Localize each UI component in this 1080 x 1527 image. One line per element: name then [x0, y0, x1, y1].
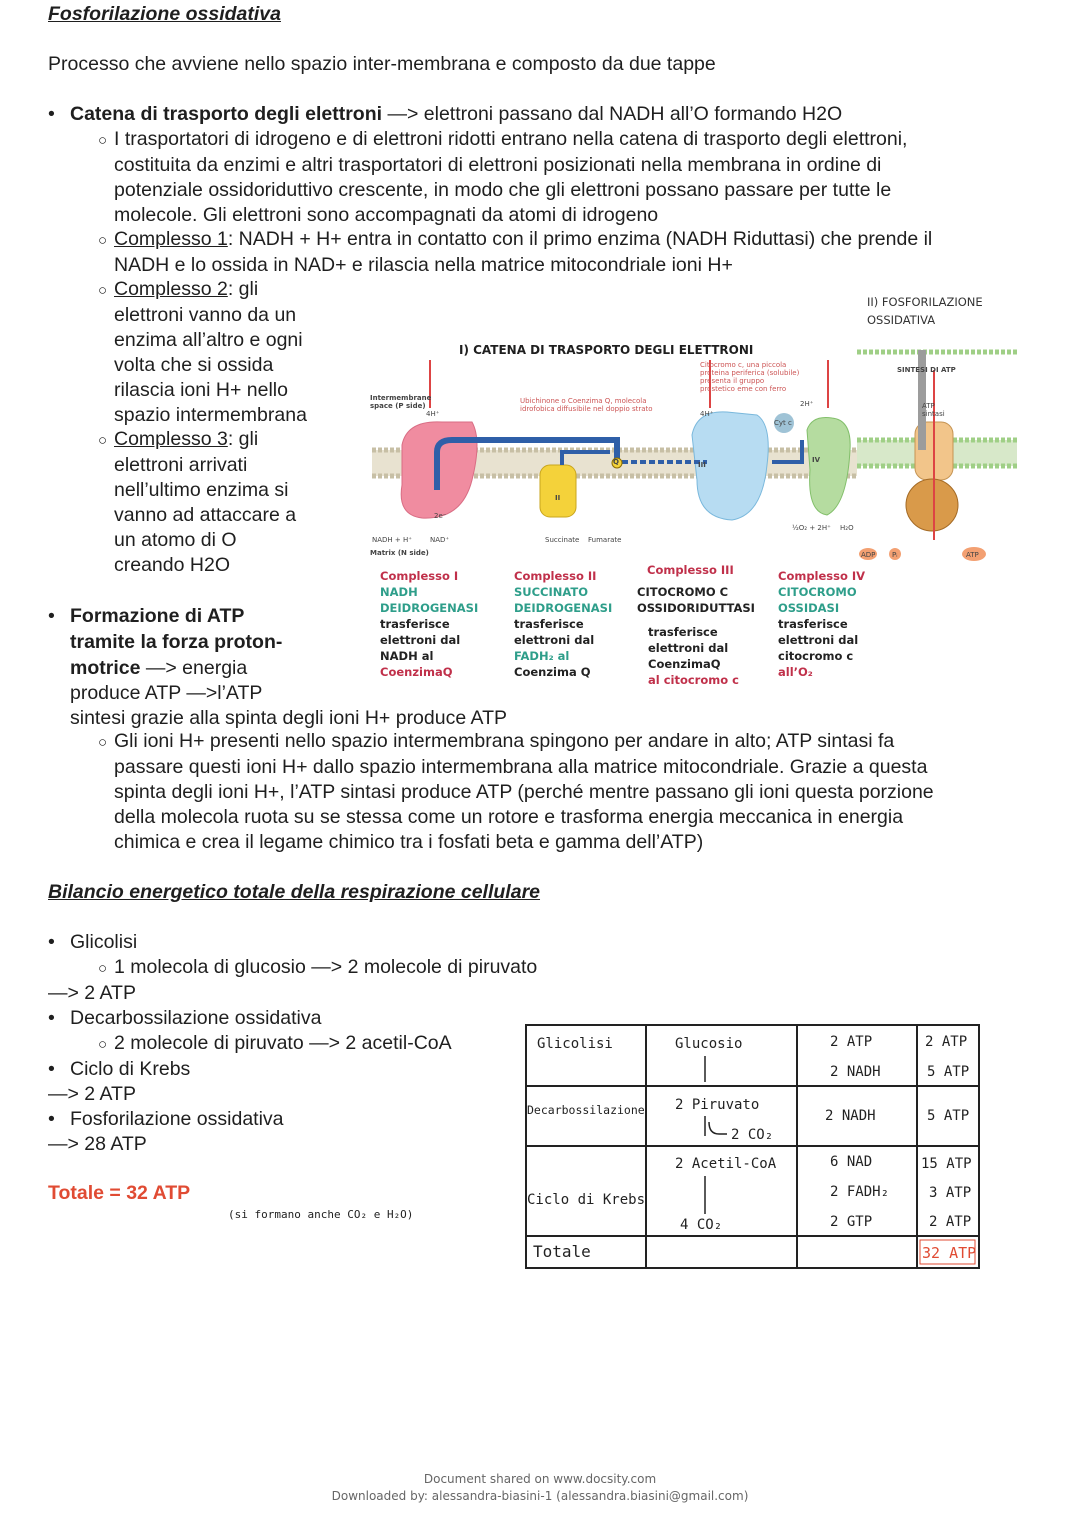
table-phase-krebs: Ciclo di Krebs [527, 1192, 646, 1208]
atp-synthase-head [906, 479, 958, 531]
table-product-2fadh2: 2 FADH₂ [830, 1184, 890, 1200]
sub-atp-sintasi: ○ Gli ioni H+ presenti nello spazio intermembrana spingono per andare in alto; ATP sintasi fa passare questi ioni H+ dallo spazio intermembrana alla matrice mitocondriale. Grazie a questa spinta degli ioni H+, l’ATP sintasi produce ATP (perché mentre passano gli ioni questa porzione della molecola ruota su se stessa come un rotore e trasforma energia meccanica in energia chimica e crea il legame chimico tra i fosfati beta e gamma dell’ATP) [98, 730, 934, 853]
caption-complex-2: Complesso II SUCCINATO DEIDROGENASI trasferisce elettroni dal FADH₂ al Coenzima Q [514, 569, 613, 679]
table-phase-glicolisi: Glicolisi [537, 1036, 613, 1052]
bullet-formazione-atp: • Formazione di ATP tramite la forza proton- motrice —> energia produce ATP —>l’ATP sintesi grazie alla spinta degli ioni H+ produce ATP [48, 605, 508, 729]
table-product-2nadh: 2 NADH [830, 1064, 881, 1080]
sub-complesso-1: ○ Complesso 1: NADH + H+ entra in contatto con il primo enzima (NADH Riduttasi) che prende il NADH e lo ossida in NAD+ e rilascia nella matrice mitocondriale ioni H+ [98, 228, 933, 276]
sub-complesso-3: ○ Complesso 3: gli elettroni arrivati nell’ultimo enzima si vanno ad attaccare a un atomo di O creando H2O [98, 428, 297, 576]
h4b-label: 4H⁺ [700, 410, 714, 418]
table-atp-krebs-2: 3 ATP [929, 1185, 972, 1201]
total-note: (si formano anche CO₂ e H₂O) [228, 1208, 414, 1221]
roman-iv: IV [812, 456, 821, 464]
caption-complex-1: Complesso I NADH DEIDROGENASI trasferisce elettroni dal NADH al CoenzimaQ [380, 569, 479, 679]
table-atp-decarb: 5 ATP [927, 1108, 970, 1124]
table-atp-glicolisi-2: 5 ATP [927, 1064, 970, 1080]
atp-sintasi-label: ATP sintasi [922, 402, 945, 418]
figure-title-2b: OSSIDATIVA [867, 313, 936, 327]
section-title-fosforilazione: Fosforilazione ossidativa [48, 3, 281, 25]
table-product-decarb-nadh: 2 NADH [825, 1108, 876, 1124]
atp-label: ATP [966, 551, 979, 559]
table-co2-a: 2 CO₂ [731, 1127, 774, 1143]
membrane-diagram [362, 290, 1022, 570]
sub-complesso-2: ○ Complesso 2: gli elettroni vanno da un enzima all’altro e ogni volta che si ossida rilascia ioni H+ nello spazio intermembrana [98, 278, 307, 426]
figure-title-2a: II) FOSFORILAZIONE [867, 295, 983, 309]
pi-label: Pᵢ [892, 551, 898, 559]
table-molecule-glucosio: Glucosio [675, 1036, 743, 1052]
h4a-label: 4H⁺ [426, 410, 440, 418]
energy-table [525, 1024, 980, 1269]
table-molecule-piruvato: 2 Piruvato [675, 1097, 760, 1113]
table-product-2atp: 2 ATP [830, 1034, 873, 1050]
table-product-6nad: 6 NAD [830, 1154, 873, 1170]
complex-2-shape [540, 465, 576, 517]
ubi-note: Ubichinone o Coenzima Q, molecola idrofobica diffusibile nel doppio strato [520, 397, 653, 413]
fumarate-label: Fumarate [588, 536, 622, 544]
h2o-label: H₂O [840, 524, 854, 532]
complex-4-shape [807, 418, 850, 516]
atp-synthase-stalk [918, 350, 926, 450]
succinate-label: Succinate [545, 536, 580, 544]
matrix-label: Matrix (N side) [370, 549, 429, 557]
table-product-2gtp: 2 GTP [830, 1214, 873, 1230]
table-atp-krebs-3: 2 ATP [929, 1214, 972, 1230]
cytc-label: Cyt c [774, 419, 792, 427]
nad-label: NAD⁺ [430, 536, 450, 544]
caption-complex-4: Complesso IV CITOCROMO OSSIDASI trasferisce elettroni dal citocromo c all’O₂ [778, 569, 866, 679]
table-atp-krebs-1: 15 ATP [921, 1156, 972, 1172]
table-grid [525, 1024, 980, 1269]
cytc-note: Citocromo c, una piccola proteina periferica (solubile) presenta il gruppo prostetico eme con ferro [700, 361, 800, 393]
caption-complex-3: Complesso III CITOCROMO C OSSIDORIDUTTASI trasferisce elettroni dal CoenzimaQ al citocromo c [637, 563, 755, 687]
bullet-catena: • Catena di trasporto degli elettroni —> elettroni passano dal NADH all’O formando H2O [48, 103, 843, 125]
nadh-label: NADH + H⁺ [372, 536, 412, 544]
bullet-dot: • [48, 103, 55, 125]
bilancio-list: • Glicolisi ○ 1 molecola di glucosio —> 2 molecole di piruvato —> 2 ATP • Decarbossilazione ossidativa ○ 2 molecole di piruvato —> 2 acetil-CoA • Ciclo di Krebs —> 2 ATP • Fosforilazione ossidativa —> 28 ATP [48, 931, 538, 1155]
electron-transport-figure [362, 290, 1022, 690]
roman-ii: II [555, 494, 561, 502]
total-atp: Totale = 32 ATP [48, 1182, 191, 1204]
e2-label: 2e⁻ [434, 512, 447, 520]
o2-label: ½O₂ + 2H⁺ [792, 524, 831, 532]
sub-trasportatori: ○ I trasportatori di idrogeno e di elettroni ridotti entrano nella catena di trasporto degli elettroni, costituita da enzimi e altri trasportatori di elettroni posizionati nella membrana in ordine di potenziale ossidoriduttivo crescente, in modo che gli elettroni possano passare per tutte le molecole. Gli elettroni sono accompagnati da atomi di idrogeno [98, 128, 908, 226]
adp-label: ADP [861, 551, 876, 559]
intermembrane-label: Intermembrane space (P side) [370, 394, 432, 410]
table-total-value: 32 ATP [922, 1244, 977, 1262]
h2-label: 2H⁺ [800, 400, 814, 408]
atp-synth-label: SINTESI DI ATP [897, 366, 956, 374]
footer-shared: Document shared on www.docsity.com [423, 1472, 657, 1486]
roman-iii: III [698, 461, 706, 469]
table-phase-decarbossilazione: Decarbossilazione [527, 1103, 645, 1117]
footer-downloaded: Downloaded by: alessandra-biasini-1 (alessandra.biasini@gmail.com) [331, 1489, 749, 1503]
table-atp-glicolisi-1: 2 ATP [925, 1034, 968, 1050]
figure-title-1: I) CATENA DI TRASPORTO DEGLI ELETTRONI [459, 343, 754, 357]
intro-text: Processo che avviene nello spazio inter-membrana e composto da due tappe [48, 53, 716, 75]
table-total-label: Totale [533, 1242, 591, 1261]
table-co2-b: 4 CO₂ [680, 1217, 723, 1233]
q-label: Q [613, 458, 619, 466]
section-title-bilancio: Bilancio energetico totale della respirazione cellulare [48, 881, 541, 903]
table-molecule-acetil: 2 Acetil-CoA [675, 1156, 777, 1172]
